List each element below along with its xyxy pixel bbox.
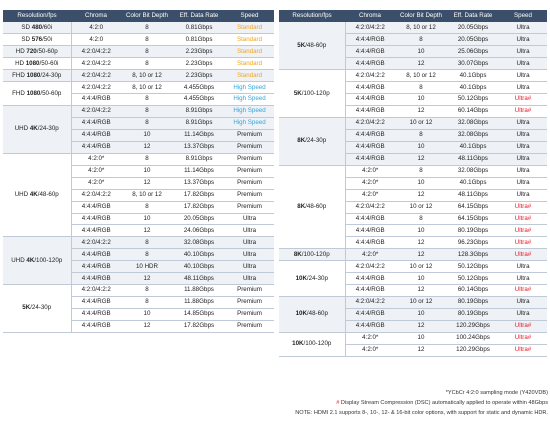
data-rate-cell: 80.19Gbps (447, 225, 499, 237)
data-rate-cell: 40.1Gbps (447, 70, 499, 82)
data-rate-cell: 50.12Gbps (447, 94, 499, 106)
bit-depth-cell: 10 (121, 165, 173, 177)
bit-depth-cell: 8, 10 or 12 (395, 22, 447, 34)
chroma-cell: 4:2:0* (71, 177, 121, 189)
data-rate-cell: 120.29Gbps (447, 320, 499, 332)
data-rate-cell: 48.11Gbps (173, 273, 225, 285)
data-rate-cell: 17.82Gbps (173, 320, 225, 332)
speed-cell: High Speed (225, 118, 274, 130)
data-rate-cell: 0.81Gbps (173, 22, 225, 34)
chroma-cell: 4:2:0/4:2:2 (71, 70, 121, 82)
bit-depth-cell: 8 (121, 46, 173, 58)
chroma-cell: 4:2:0* (345, 165, 395, 177)
chroma-cell: 4:4:4/RGB (71, 225, 121, 237)
resolution-cell: 10K/48-60p (279, 297, 345, 333)
header-speed: Speed (499, 10, 547, 22)
table-row (279, 22, 547, 34)
table-row (279, 165, 547, 177)
bit-depth-cell: 8, 10 or 12 (121, 189, 173, 201)
chroma-cell: 4:2:0/4:2:2 (345, 118, 395, 130)
chroma-cell: 4:2:0/4:2:2 (345, 70, 395, 82)
table-row (279, 118, 547, 130)
chroma-cell: 4:4:4/RGB (345, 82, 395, 94)
data-rate-cell: 80.19Gbps (447, 309, 499, 321)
resolution-cell: HD 720/50-60p (3, 46, 71, 58)
data-rate-cell: 40.10Gbps (173, 261, 225, 273)
bit-depth-cell: 12 (121, 141, 173, 153)
chroma-cell: 4:4:4/RGB (345, 225, 395, 237)
bit-depth-cell: 10 or 12 (395, 261, 447, 273)
chroma-cell: 4:2:0* (345, 189, 395, 201)
bit-depth-cell: 12 (395, 106, 447, 118)
header-bit-depth: Color Bit Depth (395, 10, 447, 22)
chroma-cell: 4:4:4/RGB (345, 309, 395, 321)
right-table-body (279, 22, 547, 356)
table-row (279, 70, 547, 82)
speed-cell: Ultra (225, 261, 274, 273)
speed-cell: Premium (225, 285, 274, 297)
resolution-cell: 8K/100-120p (279, 249, 345, 261)
speed-cell: Ultra (499, 82, 547, 94)
speed-cell: Ultra (499, 118, 547, 130)
data-rate-cell: 64.15Gbps (447, 201, 499, 213)
chroma-cell: 4:2:0* (345, 249, 395, 261)
data-rate-cell: 64.15Gbps (447, 213, 499, 225)
bit-depth-cell: 8, 10 or 12 (121, 82, 173, 94)
chroma-cell: 4:2:0/4:2:2 (345, 22, 395, 34)
data-rate-cell: 17.82Gbps (173, 201, 225, 213)
data-rate-cell: 11.14Gbps (173, 165, 225, 177)
speed-cell: Ultra# (499, 249, 547, 261)
chroma-cell: 4:2:0/4:2:2 (71, 285, 121, 297)
left-table-body (3, 22, 274, 332)
bit-depth-cell: 10 or 12 (395, 201, 447, 213)
bit-depth-cell: 12 (395, 237, 447, 249)
speed-cell: High Speed (225, 82, 274, 94)
data-rate-cell: 60.14Gbps (447, 106, 499, 118)
bit-depth-cell: 8 (121, 285, 173, 297)
chroma-cell: 4:4:4/RGB (345, 46, 395, 58)
resolution-cell: UHD 4K/24-30p (3, 106, 71, 154)
data-rate-cell: 80.19Gbps (447, 297, 499, 309)
table-row (3, 285, 274, 297)
note-hdmi: NOTE: HDMI 2.1 supports 8-, 10-, 12- & 16-bit color options, with support for static and dynamic HDR. (295, 410, 548, 416)
bit-depth-cell: 12 (121, 320, 173, 332)
speed-cell: Premium (225, 309, 274, 321)
data-rate-cell: 14.85Gbps (173, 309, 225, 321)
data-rate-cell: 2.23Gbps (173, 58, 225, 70)
resolution-cell: 5K/48-60p (279, 22, 345, 70)
header-bit-depth: Color Bit Depth (121, 10, 173, 22)
data-rate-cell: 48.11Gbps (447, 153, 499, 165)
left-spec-table (3, 10, 274, 333)
resolution-cell: 5K/24-30p (3, 285, 71, 333)
speed-cell: Ultra (499, 309, 547, 321)
chroma-cell: 4:2:0 (71, 22, 121, 34)
chroma-cell: 4:2:0* (71, 165, 121, 177)
data-rate-cell: 30.07Gbps (447, 58, 499, 70)
speed-cell: Ultra (499, 165, 547, 177)
note-dsc: # Display Stream Compression (DSC) automatically applied to operate within 48Gbps (336, 400, 548, 406)
chroma-cell: 4:4:4/RGB (345, 141, 395, 153)
bit-depth-cell: 10 (395, 332, 447, 344)
speed-cell: High Speed (225, 94, 274, 106)
bit-depth-cell: 8 (121, 118, 173, 130)
chroma-cell: 4:2:0/4:2:2 (345, 297, 395, 309)
chroma-cell: 4:4:4/RGB (345, 285, 395, 297)
chroma-cell: 4:4:4/RGB (345, 320, 395, 332)
data-rate-cell: 0.81Gbps (173, 34, 225, 46)
chroma-cell: 4:2:0* (345, 332, 395, 344)
bit-depth-cell: 10 (121, 213, 173, 225)
table-row (279, 297, 547, 309)
bit-depth-cell: 12 (395, 249, 447, 261)
speed-cell: Premium (225, 153, 274, 165)
data-rate-cell: 20.05Gbps (173, 213, 225, 225)
data-rate-cell: 32.08Gbps (447, 118, 499, 130)
right-header-row (279, 10, 547, 22)
speed-cell: Premium (225, 320, 274, 332)
speed-cell: High Speed (225, 106, 274, 118)
chroma-cell: 4:4:4/RGB (345, 94, 395, 106)
chroma-cell: 4:2:0/4:2:2 (71, 106, 121, 118)
bit-depth-cell: 10 (395, 46, 447, 58)
bit-depth-cell: 12 (395, 58, 447, 70)
speed-cell: Premium (225, 201, 274, 213)
table-row (3, 153, 274, 165)
bit-depth-cell: 8 (395, 82, 447, 94)
data-rate-cell: 4.455Gbps (173, 94, 225, 106)
chroma-cell: 4:2:0/4:2:2 (71, 82, 121, 94)
bit-depth-cell: 12 (395, 189, 447, 201)
resolution-cell: FHD 1080/50-60p (3, 82, 71, 106)
note-dsc-mark: # (336, 400, 340, 406)
bit-depth-cell: 8 (121, 58, 173, 70)
speed-cell: Ultra# (499, 320, 547, 332)
speed-cell: Ultra# (499, 344, 547, 356)
data-rate-cell: 11.88Gbps (173, 285, 225, 297)
speed-cell: Ultra (499, 177, 547, 189)
bit-depth-cell: 8, 10 or 12 (395, 70, 447, 82)
resolution-cell: HD 1080/50-60i (3, 58, 71, 70)
speed-cell: Ultra (499, 297, 547, 309)
speed-cell: Ultra# (499, 201, 547, 213)
speed-cell: Premium (225, 129, 274, 141)
bit-depth-cell: 12 (395, 344, 447, 356)
right-spec-table (279, 10, 547, 357)
speed-cell: Ultra (499, 189, 547, 201)
bit-depth-cell: 8 (121, 94, 173, 106)
speed-cell: Ultra (225, 249, 274, 261)
table-row (3, 237, 274, 249)
speed-cell: Premium (225, 297, 274, 309)
bit-depth-cell: 10 (395, 177, 447, 189)
chroma-cell: 4:2:0* (345, 177, 395, 189)
bit-depth-cell: 10 (395, 309, 447, 321)
data-rate-cell: 40.10Gbps (173, 249, 225, 261)
data-rate-cell: 100.24Gbps (447, 332, 499, 344)
header-chroma: Chroma (71, 10, 121, 22)
chroma-cell: 4:4:4/RGB (71, 129, 121, 141)
resolution-cell: 10K/24-30p (279, 261, 345, 297)
data-rate-cell: 40.1Gbps (447, 141, 499, 153)
speed-cell: Ultra (499, 46, 547, 58)
note-420: *YCbCr 4:2:0 sampling mode (Y420VDB) (445, 390, 548, 396)
speed-cell: Standard (225, 58, 274, 70)
bit-depth-cell: 10 (121, 129, 173, 141)
bit-depth-cell: 8 (395, 34, 447, 46)
data-rate-cell: 11.88Gbps (173, 297, 225, 309)
table-row (3, 22, 274, 34)
chroma-cell: 4:4:4/RGB (345, 153, 395, 165)
speed-cell: Premium (225, 189, 274, 201)
bit-depth-cell: 12 (121, 273, 173, 285)
bit-depth-cell: 8 (395, 165, 447, 177)
data-rate-cell: 50.12Gbps (447, 273, 499, 285)
bit-depth-cell: 10 or 12 (395, 297, 447, 309)
table-row (3, 82, 274, 94)
chroma-cell: 4:4:4/RGB (71, 273, 121, 285)
bit-depth-cell: 10 (395, 94, 447, 106)
data-rate-cell: 96.23Gbps (447, 237, 499, 249)
resolution-cell: SD 480/60i (3, 22, 71, 34)
speed-cell: Ultra# (499, 225, 547, 237)
chroma-cell: 4:4:4/RGB (71, 297, 121, 309)
data-rate-cell: 60.14Gbps (447, 285, 499, 297)
chroma-cell: 4:4:4/RGB (71, 118, 121, 130)
speed-cell: Ultra (499, 70, 547, 82)
bit-depth-cell: 10 (395, 273, 447, 285)
speed-cell: Ultra (225, 237, 274, 249)
bit-depth-cell: 8 (121, 153, 173, 165)
bit-depth-cell: 8, 10 or 12 (121, 70, 173, 82)
resolution-cell: UHD 4K/48-60p (3, 153, 71, 237)
chroma-cell: 4:2:0/4:2:2 (71, 58, 121, 70)
chroma-cell: 4:2:0 (71, 34, 121, 46)
bit-depth-cell: 10 (395, 225, 447, 237)
chroma-cell: 4:4:4/RGB (71, 261, 121, 273)
data-rate-cell: 48.11Gbps (447, 189, 499, 201)
chroma-cell: 4:4:4/RGB (71, 201, 121, 213)
left-header-row (3, 10, 274, 22)
header-data-rate: Eff. Data Rate (173, 10, 225, 22)
chroma-cell: 4:4:4/RGB (71, 309, 121, 321)
chroma-cell: 4:2:0/4:2:2 (71, 237, 121, 249)
bit-depth-cell: 10 (121, 309, 173, 321)
bit-depth-cell: 8 (121, 22, 173, 34)
speed-cell: Ultra (225, 225, 274, 237)
speed-cell: Premium (225, 165, 274, 177)
data-rate-cell: 32.08Gbps (447, 129, 499, 141)
speed-cell: Ultra# (499, 332, 547, 344)
table-row (3, 58, 274, 70)
data-rate-cell: 8.91Gbps (173, 106, 225, 118)
chroma-cell: 4:4:4/RGB (71, 249, 121, 261)
chroma-cell: 4:4:4/RGB (345, 273, 395, 285)
data-rate-cell: 2.23Gbps (173, 70, 225, 82)
chroma-cell: 4:4:4/RGB (345, 237, 395, 249)
data-rate-cell: 13.37Gbps (173, 177, 225, 189)
speed-cell: Standard (225, 46, 274, 58)
header-speed: Speed (225, 10, 274, 22)
bit-depth-cell: 8 (121, 249, 173, 261)
resolution-cell: 5K/100-120p (279, 70, 345, 118)
table-row (3, 106, 274, 118)
header-resolution: Resolution/fps (279, 10, 345, 22)
speed-cell: Ultra (499, 22, 547, 34)
chroma-cell: 4:2:0* (345, 344, 395, 356)
speed-cell: Ultra (499, 153, 547, 165)
chroma-cell: 4:4:4/RGB (71, 320, 121, 332)
chroma-cell: 4:4:4/RGB (71, 213, 121, 225)
bit-depth-cell: 8 (121, 201, 173, 213)
data-rate-cell: 120.29Gbps (447, 344, 499, 356)
speed-cell: Ultra# (499, 237, 547, 249)
bit-depth-cell: 12 (121, 225, 173, 237)
data-rate-cell: 4.455Gbps (173, 82, 225, 94)
chroma-cell: 4:4:4/RGB (345, 34, 395, 46)
data-rate-cell: 24.06Gbps (173, 225, 225, 237)
chroma-cell: 4:2:0/4:2:2 (345, 201, 395, 213)
bit-depth-cell: 10 or 12 (395, 118, 447, 130)
resolution-cell: 10K/100-120p (279, 332, 345, 356)
speed-cell: Ultra (499, 141, 547, 153)
speed-cell: Premium (225, 177, 274, 189)
speed-cell: Ultra# (499, 94, 547, 106)
resolution-cell: FHD 1080/24-30p (3, 70, 71, 82)
table-row (3, 46, 274, 58)
speed-cell: Ultra# (499, 213, 547, 225)
speed-cell: Ultra (225, 213, 274, 225)
bit-depth-cell: 8 (121, 297, 173, 309)
table-row (3, 70, 274, 82)
table-row (279, 249, 547, 261)
speed-cell: Standard (225, 22, 274, 34)
data-rate-cell: 40.1Gbps (447, 82, 499, 94)
speed-cell: Ultra (499, 261, 547, 273)
bit-depth-cell: 12 (395, 320, 447, 332)
resolution-cell: SD 576/50i (3, 34, 71, 46)
data-rate-cell: 32.08Gbps (173, 237, 225, 249)
chroma-cell: 4:2:0/4:2:2 (71, 46, 121, 58)
header-chroma: Chroma (345, 10, 395, 22)
header-resolution: Resolution/fps (3, 10, 71, 22)
speed-cell: Ultra (499, 58, 547, 70)
resolution-cell: 8K/48-60p (279, 165, 345, 249)
bit-depth-cell: 10 (395, 141, 447, 153)
data-rate-cell: 8.91Gbps (173, 118, 225, 130)
data-rate-cell: 20.05Gbps (447, 22, 499, 34)
data-rate-cell: 50.12Gbps (447, 261, 499, 273)
chroma-cell: 4:4:4/RGB (345, 129, 395, 141)
speed-cell: Ultra# (499, 106, 547, 118)
bit-depth-cell: 12 (121, 177, 173, 189)
chroma-cell: 4:4:4/RGB (345, 213, 395, 225)
table-row (3, 34, 274, 46)
speed-cell: Standard (225, 34, 274, 46)
data-rate-cell: 32.08Gbps (447, 165, 499, 177)
data-rate-cell: 13.37Gbps (173, 141, 225, 153)
bit-depth-cell: 8 (121, 106, 173, 118)
resolution-cell: UHD 4K/100-120p (3, 237, 71, 285)
chroma-cell: 4:4:4/RGB (71, 94, 121, 106)
speed-cell: Ultra# (499, 285, 547, 297)
chroma-cell: 4:4:4/RGB (345, 58, 395, 70)
chroma-cell: 4:2:0/4:2:2 (71, 189, 121, 201)
bit-depth-cell: 8 (121, 34, 173, 46)
bit-depth-cell: 12 (395, 153, 447, 165)
data-rate-cell: 17.82Gbps (173, 189, 225, 201)
data-rate-cell: 11.14Gbps (173, 129, 225, 141)
chroma-cell: 4:4:4/RGB (345, 106, 395, 118)
bit-depth-cell: 10 HDR (121, 261, 173, 273)
chroma-cell: 4:2:0/4:2:2 (345, 261, 395, 273)
resolution-cell: 8K/24-30p (279, 118, 345, 166)
speed-cell: Ultra (499, 273, 547, 285)
table-row (279, 261, 547, 273)
data-rate-cell: 20.05Gbps (447, 34, 499, 46)
speed-cell: Ultra (225, 273, 274, 285)
data-rate-cell: 40.1Gbps (447, 177, 499, 189)
data-rate-cell: 128.3Gbps (447, 249, 499, 261)
chroma-cell: 4:2:0* (71, 153, 121, 165)
bit-depth-cell: 8 (395, 213, 447, 225)
data-rate-cell: 25.06Gbps (447, 46, 499, 58)
bit-depth-cell: 8 (395, 129, 447, 141)
header-data-rate: Eff. Data Rate (447, 10, 499, 22)
data-rate-cell: 8.91Gbps (173, 153, 225, 165)
data-rate-cell: 2.23Gbps (173, 46, 225, 58)
table-row (279, 332, 547, 344)
chroma-cell: 4:4:4/RGB (71, 141, 121, 153)
speed-cell: Ultra (499, 34, 547, 46)
speed-cell: Premium (225, 141, 274, 153)
bit-depth-cell: 8 (121, 237, 173, 249)
bit-depth-cell: 12 (395, 285, 447, 297)
speed-cell: Standard (225, 70, 274, 82)
speed-cell: Ultra (499, 129, 547, 141)
